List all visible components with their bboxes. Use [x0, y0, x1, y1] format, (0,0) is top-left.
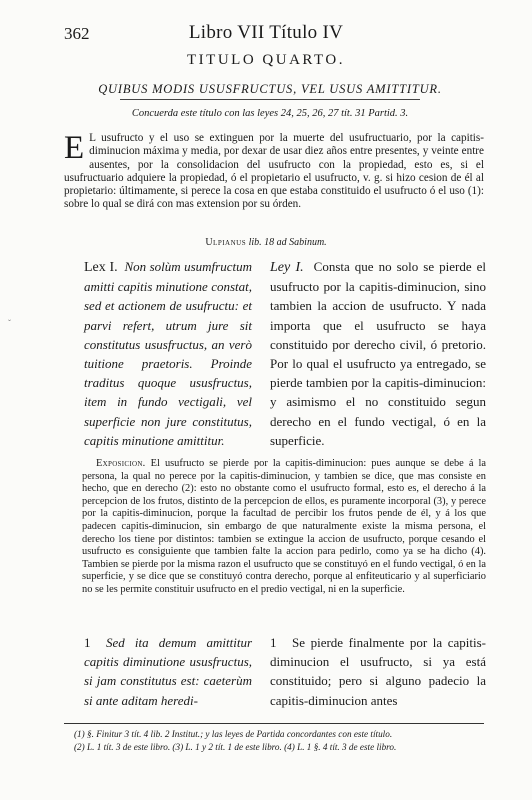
title-heading: TITULO QUARTO.: [187, 52, 345, 68]
lex-latin-column: [84, 257, 252, 450]
section1-latin: [84, 633, 252, 710]
source-work: lib. 18 ad Sabinum.: [248, 237, 327, 248]
margin-mark: ˇ: [8, 318, 11, 328]
section1-spanish: [270, 633, 486, 710]
source-author: Ulpianus: [205, 237, 247, 248]
lex-spanish-lead: Ley I.: [270, 260, 304, 275]
lex-latin-lead: Lex I.: [84, 260, 118, 275]
section1-spanish-number: 1: [270, 635, 277, 650]
concordance-note: Concuerda este título con las leyes 24, 25, 26, 27 tít. 31 Partid. 3.: [131, 108, 409, 119]
footnote-line: (2) L. 1 tít. 3 de este libro. (3) L. 1 y 2 tít. 1 de este libro. (4) L. 1 §. 4 tít. 3 de este libro.: [74, 742, 397, 752]
section1-spanish-text: Se pierde finalmente por la capitis-diminucion el usufructo, si ya está constituido; pero si alguno padecio la capitis-diminucion antes: [270, 635, 486, 708]
exposicion-paragraph: [82, 458, 486, 597]
exposicion-label: Exposicion.: [96, 458, 146, 469]
lex-latin-text: Non solùm usumfructum amitti capitis minutione constat, sed et actionem de usufructu: et parvi refert, utrum jure sit constitutus ususfructus, an verò tuitione praetoris. Proinde traditus quoque ususfructus, item in fundo vectigali, vel superficie non jure constitutus, capitis minutione amittitur.: [84, 259, 252, 448]
lex-spanish-column: [270, 257, 486, 450]
section1-latin-number: 1: [84, 635, 91, 650]
section1-latin-text: Sed ita demum amittitur capitis diminutione ususfructus, si jam constitutus est: caeterùm si ante aditam heredi-: [84, 635, 252, 708]
running-title: Libro VII Título IV: [188, 22, 344, 43]
subtitle-heading: QUIBUS MODIS USUSFRUCTUS, VEL USUS AMITTITUR.: [98, 82, 442, 96]
subtitle-underline: [120, 99, 420, 100]
source-citation: [0, 237, 532, 248]
intro-paragraph: [64, 132, 484, 212]
drop-cap: E: [64, 130, 85, 166]
exposicion-text: El usufructo se pierde por la capitis-diminucion: pues aunque se debe á la persona, la qual no perece por la capitis-diminucion, y tambien se dice, que mas consiste en hecho, que en derecho (2): esto no obstante como el usufructo formal, esto es, el derecho á la percepcion de los frutos, distinto de la percepcion de ellos, es puramente incorporal (3), y perece por la capitis-diminucion, porque la facultad de percibir los frutos pende de él, y á los que padecen capitis-diminucion, sin embargo de que naturalmente existe la misma persona, el derecho los tiene por distintos: tambien se extingue la accion de usufructo, porque cesando el usufructo es consiguiente que tambien falte la accion para pedirlo, como ya se ha dicho (4). Tambien se pierde por la misma razon el usufructo que se constituyó en el fundo vectigal, ó en la superficie, y se dice que se constituyó contra derecho, porque al enfiteuticario y al superficiario no se les permite constituir usufructo en el predio vectigal, ni en la superficie.: [82, 458, 486, 595]
page-number: 362: [64, 24, 90, 43]
intro-text: L usufructo y el uso se extinguen por la muerte del usufructuario, por la capitis-diminucion máxima y media, por dexar de usar diez años entre presentes, y veinte entre ausentes, por la consolidacion del usufructo con la propiedad, esto es, si el usufructuario adquiere la propiedad, ó el propietario el usufructo, v. g. si hizo cesion de él al propietario: últimamente, si perece la cosa en que estaba constituido el usufructo ó el uso (1): sobre lo qual se dirá con mas extension por su órden.: [64, 132, 484, 211]
footnotes: [74, 728, 494, 754]
footnote-line: (1) §. Finitur 3 tít. 4 lib. 2 Institut.; y las leyes de Partida concordantes con este título.: [74, 729, 393, 739]
footnote-rule: [64, 723, 484, 724]
lex-spanish-text: Consta que no solo se pierde el usufructo por la capitis-diminucion, sino tambien la accion de usufructo. Y nada importa que el usufructo se haya constituido por derecho civil, ó pretorio. Por lo qual el usufructo ya entregado, se pierde tambien por la capitis-diminucion: y asimismo el no constituido segun derecho en el fundo vectigal, ó en la superficie.: [270, 259, 486, 448]
